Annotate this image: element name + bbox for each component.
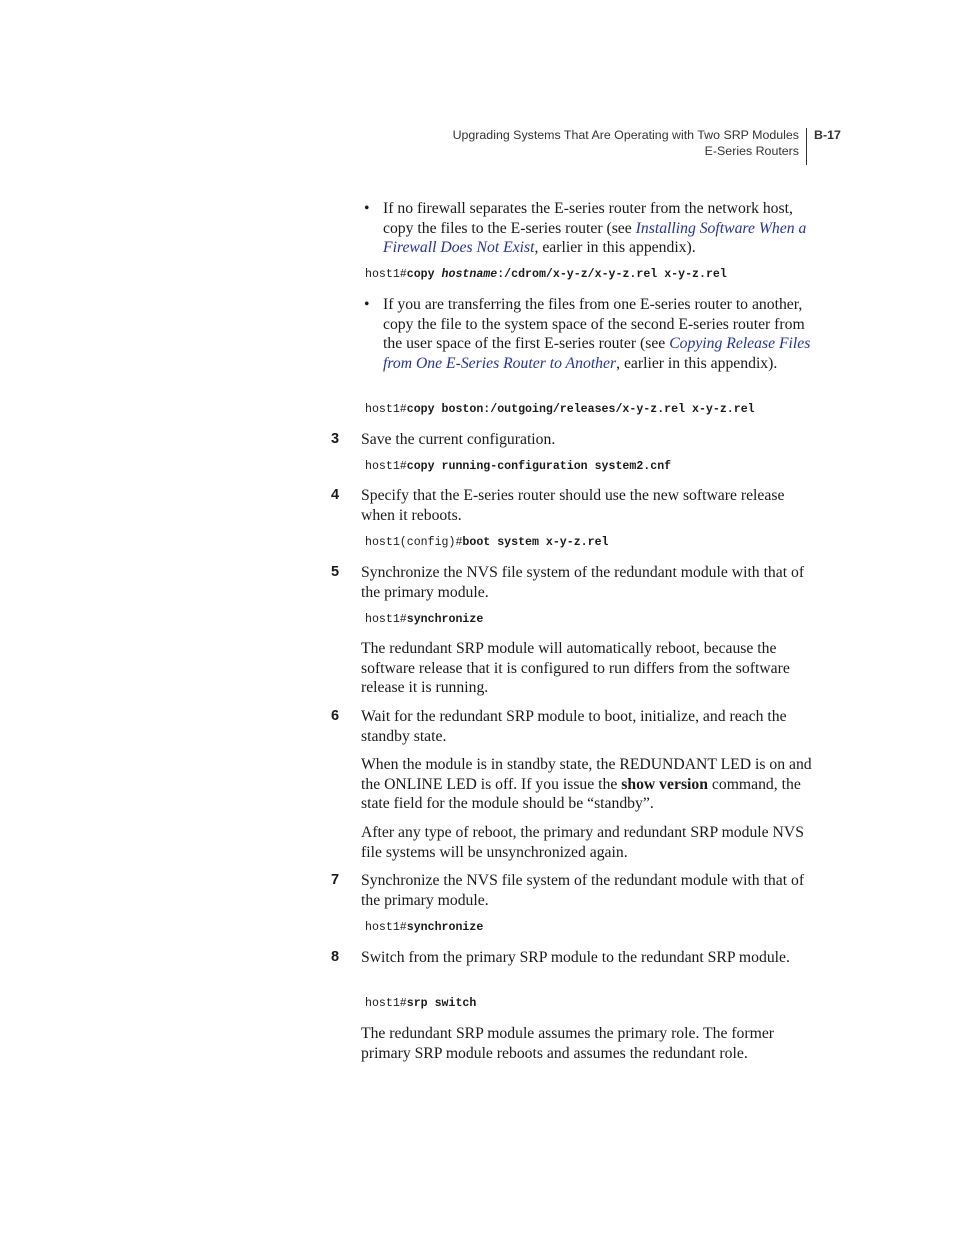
code-command-rest: :/cdrom/x-y-z/x-y-z.rel x-y-z.rel bbox=[497, 268, 727, 281]
code-line-synchronize-2 bbox=[365, 921, 483, 935]
code-prompt: host1# bbox=[365, 460, 407, 473]
bullet-text: If you are transferring the files from one E-series router to another, copy the file to the system space of the second E-series router from the user space of the first E-series router (see bbox=[383, 296, 805, 353]
step-text: Synchronize the NVS file system of the redundant module with that of the primary module. bbox=[361, 564, 805, 601]
code-argument: hostname bbox=[441, 268, 498, 281]
running-header bbox=[453, 128, 799, 159]
bullet-text-end: , earlier in this appendix). bbox=[616, 354, 778, 372]
bullet-text-end: , earlier in this appendix). bbox=[534, 239, 696, 257]
bullet-marker: • bbox=[364, 200, 370, 217]
code-command: copy running-configuration system2.cnf bbox=[406, 460, 672, 473]
page-number: B-17 bbox=[814, 128, 841, 142]
bullet-item-firewall bbox=[383, 199, 815, 258]
code-command: synchronize bbox=[406, 921, 484, 934]
paragraph-auto-reboot: The redundant SRP module will automatically reboot, because the software release that it is configured to run differs from the software release it is running. bbox=[361, 640, 790, 697]
header-book-title: E-Series Routers bbox=[704, 143, 799, 158]
step-text: Switch from the primary SRP module to the redundant SRP module. bbox=[361, 949, 790, 966]
code-command: synchronize bbox=[406, 613, 484, 626]
code-command: copy boston:/outgoing/releases/x-y-z.rel x-y-z.rel bbox=[406, 403, 755, 416]
header-divider bbox=[806, 128, 807, 165]
bullet-text: If no firewall separates the E-series router from the network host, copy the files to the E-series router (see bbox=[383, 200, 793, 237]
code-prompt: host1# bbox=[365, 268, 407, 281]
step-number: 3 bbox=[331, 431, 340, 447]
code-line-boot-system bbox=[365, 536, 609, 550]
step-text: Save the current configuration. bbox=[361, 431, 556, 448]
paragraph-primary-role: The redundant SRP module assumes the primary role. The former primary SRP module reboots and assumes the redundant role. bbox=[361, 1025, 775, 1062]
code-command: copy bbox=[406, 268, 442, 281]
code-line-copy-boston bbox=[365, 403, 755, 417]
paragraph-unsynchronized: After any type of reboot, the primary and redundant SRP module NVS file systems will be unsynchronized again. bbox=[361, 824, 804, 861]
step-number: 7 bbox=[331, 872, 340, 888]
step-number: 8 bbox=[331, 949, 340, 965]
step-text: Wait for the redundant SRP module to boot, initialize, and reach the standby state. bbox=[361, 708, 787, 745]
code-prompt: host1# bbox=[365, 921, 407, 934]
step-text: Specify that the E-series router should use the new software release when it reboots. bbox=[361, 487, 785, 524]
bullet-marker: • bbox=[364, 296, 370, 313]
code-line-copy-cdrom bbox=[365, 268, 727, 282]
link-copying-release-files[interactable]: Copying Release Files from One E-Series Router to Another bbox=[383, 335, 811, 372]
bullet-item-transfer bbox=[383, 295, 815, 373]
paragraph-text-end: command, the state field for the module should be “standby”. bbox=[361, 775, 801, 813]
code-prompt: host1# bbox=[365, 613, 407, 626]
paragraph-standby-state bbox=[361, 755, 816, 814]
header-chapter-title: Upgrading Systems That Are Operating with Two SRP Modules bbox=[452, 128, 799, 142]
link-installing-software[interactable]: Installing Software When a Firewall Does Not Exist bbox=[383, 219, 807, 257]
step-number: 5 bbox=[331, 564, 340, 580]
code-line-srp-switch bbox=[365, 997, 476, 1011]
code-line-synchronize bbox=[365, 613, 483, 627]
code-prompt: host1# bbox=[365, 997, 407, 1010]
code-command: boot system x-y-z.rel bbox=[462, 536, 609, 549]
code-command: srp switch bbox=[406, 997, 477, 1010]
code-prompt: host1(config)# bbox=[365, 536, 463, 549]
step-number: 4 bbox=[331, 487, 340, 503]
command-name: show version bbox=[621, 775, 708, 793]
step-number: 6 bbox=[331, 708, 340, 724]
step-text: Synchronize the NVS file system of the redundant module with that of the primary module. bbox=[361, 872, 805, 909]
code-line-save-config bbox=[365, 460, 671, 474]
paragraph-text: When the module is in standby state, the REDUNDANT LED is on and the ONLINE LED is off. If you issue the bbox=[361, 756, 812, 793]
code-prompt: host1# bbox=[365, 403, 407, 416]
